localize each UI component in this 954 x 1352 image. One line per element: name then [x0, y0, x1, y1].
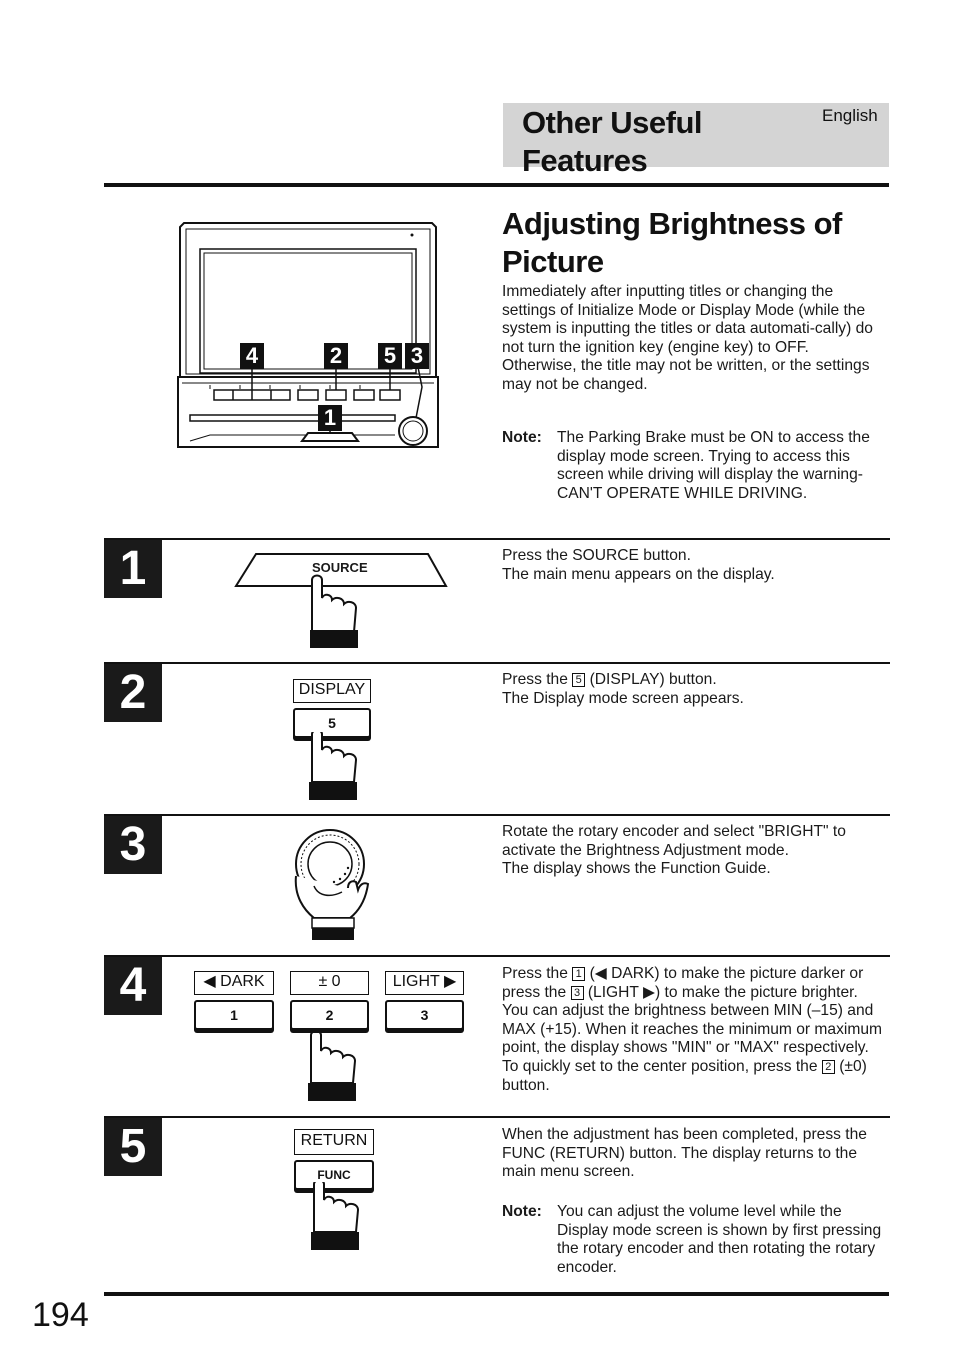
step-3-text	[502, 823, 888, 879]
dark-1-button[interactable]: 1	[194, 1000, 274, 1030]
func-button[interactable]: FUNC	[294, 1160, 374, 1190]
hand-press-icon	[305, 1033, 359, 1105]
step-3-rule	[104, 814, 890, 816]
header-rule	[104, 183, 889, 187]
dark-label: ◀ DARK	[194, 971, 274, 995]
volume-note	[502, 1203, 884, 1277]
step-5-number: 5	[104, 1118, 162, 1176]
intro-text	[502, 283, 884, 395]
intro-paragraph-2: Otherwise, the title may not be written, or the settings may not be changed.	[502, 357, 870, 393]
step-5-text: When the adjustment has been completed, press the FUNC (RETURN) button. The display returns to the main menu screen.	[502, 1126, 867, 1181]
callout-4: 4	[240, 343, 264, 369]
step-1-text	[502, 547, 888, 584]
parking-note	[502, 429, 884, 503]
display-label: DISPLAY	[293, 679, 371, 703]
section-title: Other Useful Features	[522, 105, 703, 178]
key-1-inline-icon: 1	[572, 967, 585, 981]
intro-paragraph-1: Immediately after inputting titles or changing the settings of Initialize Mode or Display Mode (while the system is inputting the titles or data automati-cally) do not turn the ignition key (engine key) to OFF.	[502, 283, 873, 356]
callout-5: 5	[378, 343, 402, 369]
step-4-text-b: (◀ DARK) to make the picture darker or press the	[502, 965, 864, 1001]
step-3-line-2: The display shows the Function Guide.	[502, 860, 771, 878]
article-title: Adjusting Brightness of Picture	[502, 206, 842, 279]
step-5-rule	[104, 1116, 890, 1118]
callout-2: 2	[324, 343, 348, 369]
step-2-text	[502, 671, 888, 708]
step-1-number: 1	[104, 540, 162, 598]
step-4-text-d: (±0) button.	[502, 1057, 867, 1094]
step-3-line-1: Rotate the rotary encoder and select "BRIGHT" to activate the Brightness Adjustment mode.	[502, 823, 846, 859]
source-button[interactable]: SOURCE	[312, 560, 368, 575]
note-text: You can adjust the volume level while the Display mode screen is shown by first pressing the rotary encoder and then rotating the rotary encoder.	[557, 1203, 882, 1276]
step-4-text-c: (LIGHT ▶) to make the picture brighter. You can adjust the brightness between MIN (–15) and MAX (+15). When it reaches the minimum or maximum point, the display shows "MIN" or "MAX" respectively. To quickly set to the center position, press the	[502, 983, 882, 1075]
step-2-text-b: (DISPLAY) button.	[589, 671, 717, 688]
callout-3: 3	[405, 343, 429, 369]
head-unit-diagram	[170, 215, 445, 460]
callout-1: 1	[318, 405, 342, 431]
zero-2-button[interactable]: 2	[290, 1000, 369, 1030]
rotary-encoder-illustration[interactable]	[290, 826, 374, 944]
hand-press-icon	[308, 1182, 362, 1254]
step-4-text	[502, 965, 888, 1095]
step-1-rule	[104, 538, 890, 540]
key-5-inline-icon: 5	[572, 673, 585, 687]
step-2-rule	[104, 662, 890, 664]
step-4-text-a: Press the	[502, 965, 568, 982]
note-text: The Parking Brake must be ON to access the display mode screen. Trying to access this screen while driving will display the warning-CAN'T OPERATE WHILE DRIVING.	[557, 429, 870, 502]
step-2-text-a: Press the	[502, 671, 568, 688]
display-5-button[interactable]: 5	[293, 708, 371, 738]
hand-press-icon	[306, 732, 360, 802]
key-2-inline-icon: 2	[822, 1060, 835, 1074]
note-label: Note:	[502, 429, 542, 446]
step-2-number: 2	[104, 664, 162, 722]
step-1-line-1: Press the SOURCE button.	[502, 547, 691, 564]
page-number: 194	[32, 1296, 89, 1334]
note-label: Note:	[502, 1203, 542, 1220]
light-label: LIGHT ▶	[385, 971, 464, 995]
step-2-line-2: The Display mode screen appears.	[502, 689, 744, 707]
footer-rule	[104, 1292, 889, 1296]
step-4-number: 4	[104, 957, 162, 1015]
step-1-line-2: The main menu appears on the display.	[502, 565, 775, 583]
language-label: English	[822, 106, 878, 125]
zero-label: ± 0	[290, 971, 369, 995]
light-3-button[interactable]: 3	[385, 1000, 464, 1030]
key-3-inline-icon: 3	[571, 986, 584, 1000]
step-4-rule	[104, 955, 890, 957]
return-label: RETURN	[294, 1129, 374, 1155]
step-3-number: 3	[104, 816, 162, 874]
